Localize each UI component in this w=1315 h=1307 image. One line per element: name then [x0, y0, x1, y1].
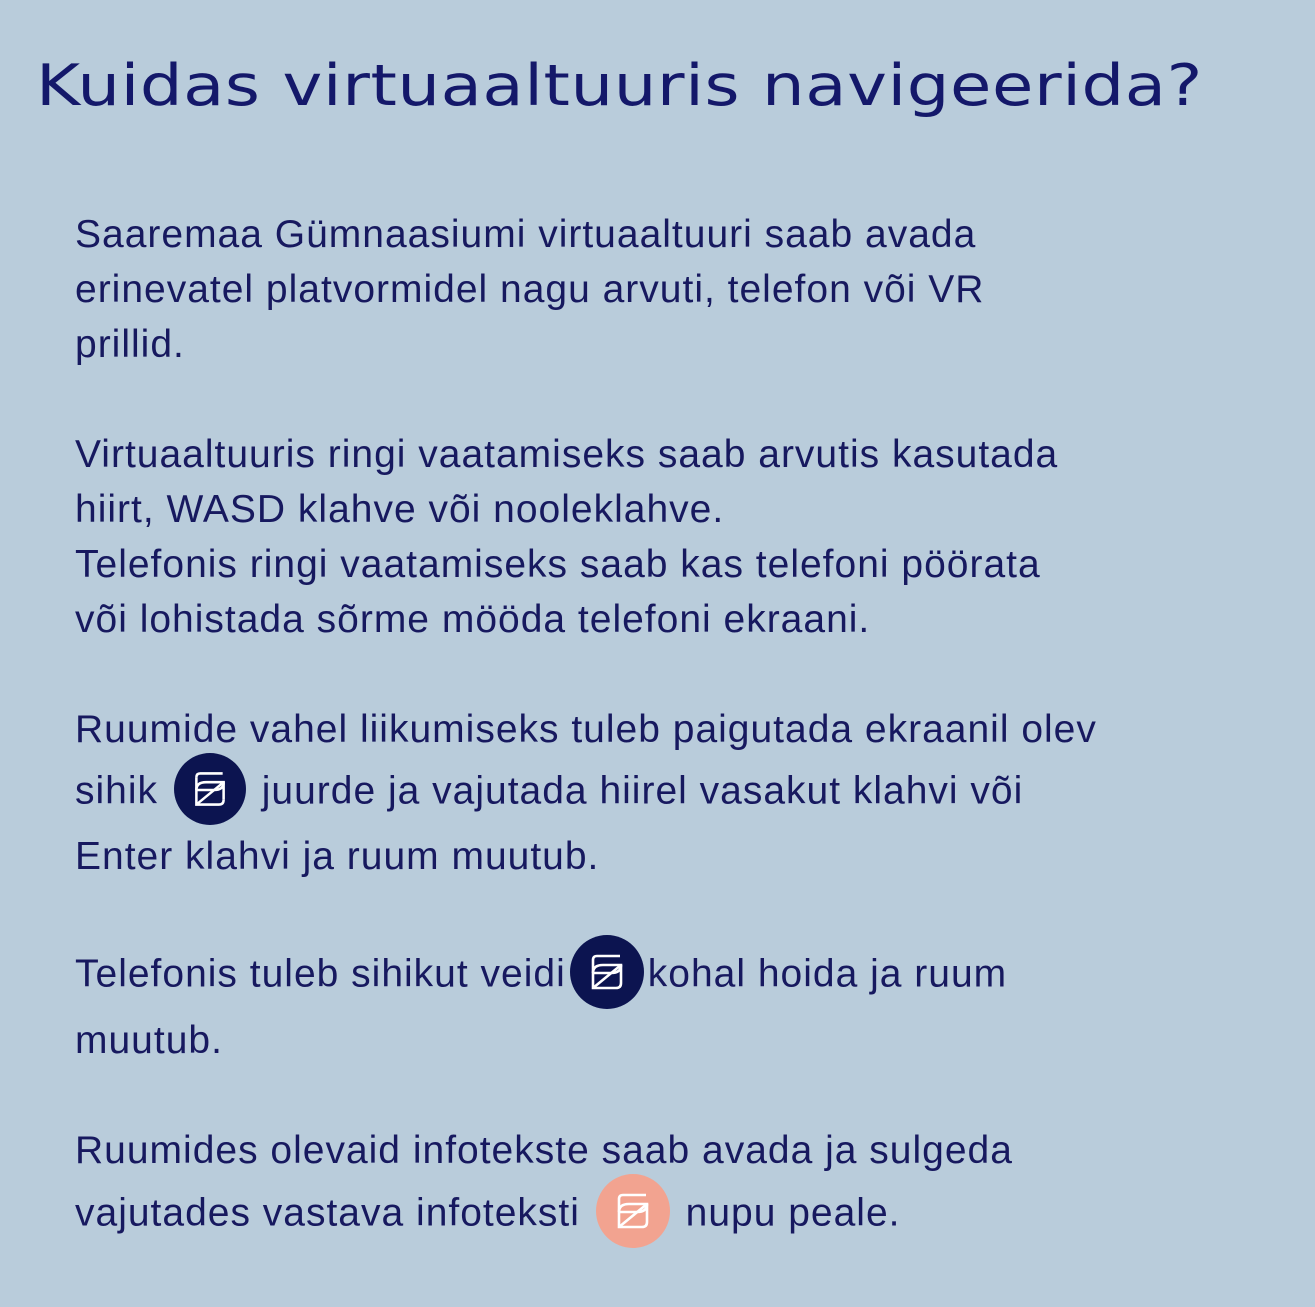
text-line: erinevatel platvormidel nagu arvuti, telefon või VR: [75, 268, 985, 311]
paragraph-intro: [75, 207, 1285, 372]
paragraph-look-around: [75, 427, 1285, 647]
text-fragment: Telefonis tuleb sihikut veidi: [75, 952, 566, 996]
info-hotspot-icon: [596, 1174, 670, 1248]
text-fragment: vajutades vastava infoteksti: [75, 1191, 580, 1235]
text-line: Ruumide vahel liikumiseks tuleb paigutada ekraanil olev: [75, 708, 1097, 751]
text-line-with-icon: [75, 757, 1285, 829]
text-line: või lohistada sõrme mööda telefoni ekraani.: [75, 598, 871, 641]
text-line: Ruumides olevaid infotekste saab avada ja sulgeda: [75, 1129, 1013, 1172]
instructions-text: [75, 207, 1285, 1307]
text-fragment: juurde ja vajutada hiirel vasakut klahvi või: [261, 769, 1024, 813]
text-line: hiirt, WASD klahve või nooleklahve.: [75, 488, 725, 531]
hotspot-icon: [174, 753, 246, 825]
text-fragment: nupu peale.: [685, 1191, 901, 1235]
text-line: muutub.: [75, 1019, 223, 1062]
paragraph-phone-move: [75, 939, 1285, 1068]
paragraph-move-rooms: [75, 702, 1285, 884]
text-line-with-icon: [75, 939, 1285, 1013]
hotspot-icon: [570, 935, 644, 1009]
text-line: Telefonis ringi vaatamiseks saab kas telefoni pöörata: [75, 543, 1041, 586]
text-line: Saaremaa Gümnaasiumi virtuaaltuuri saab avada: [75, 213, 977, 256]
paragraph-info-texts: [75, 1123, 1285, 1252]
text-fragment: kohal hoida ja ruum: [647, 952, 1008, 996]
text-line: Virtuaaltuuris ringi vaatamiseks saab arvutis kasutada: [75, 433, 1059, 476]
text-line-with-icon: [75, 1178, 1285, 1252]
text-line: Enter klahvi ja ruum muutub.: [75, 835, 600, 878]
text-line: prillid.: [75, 323, 185, 366]
text-fragment: sihik: [75, 769, 159, 813]
page-title: Kuidas virtuaaltuuris navigeerida?: [36, 53, 1203, 119]
